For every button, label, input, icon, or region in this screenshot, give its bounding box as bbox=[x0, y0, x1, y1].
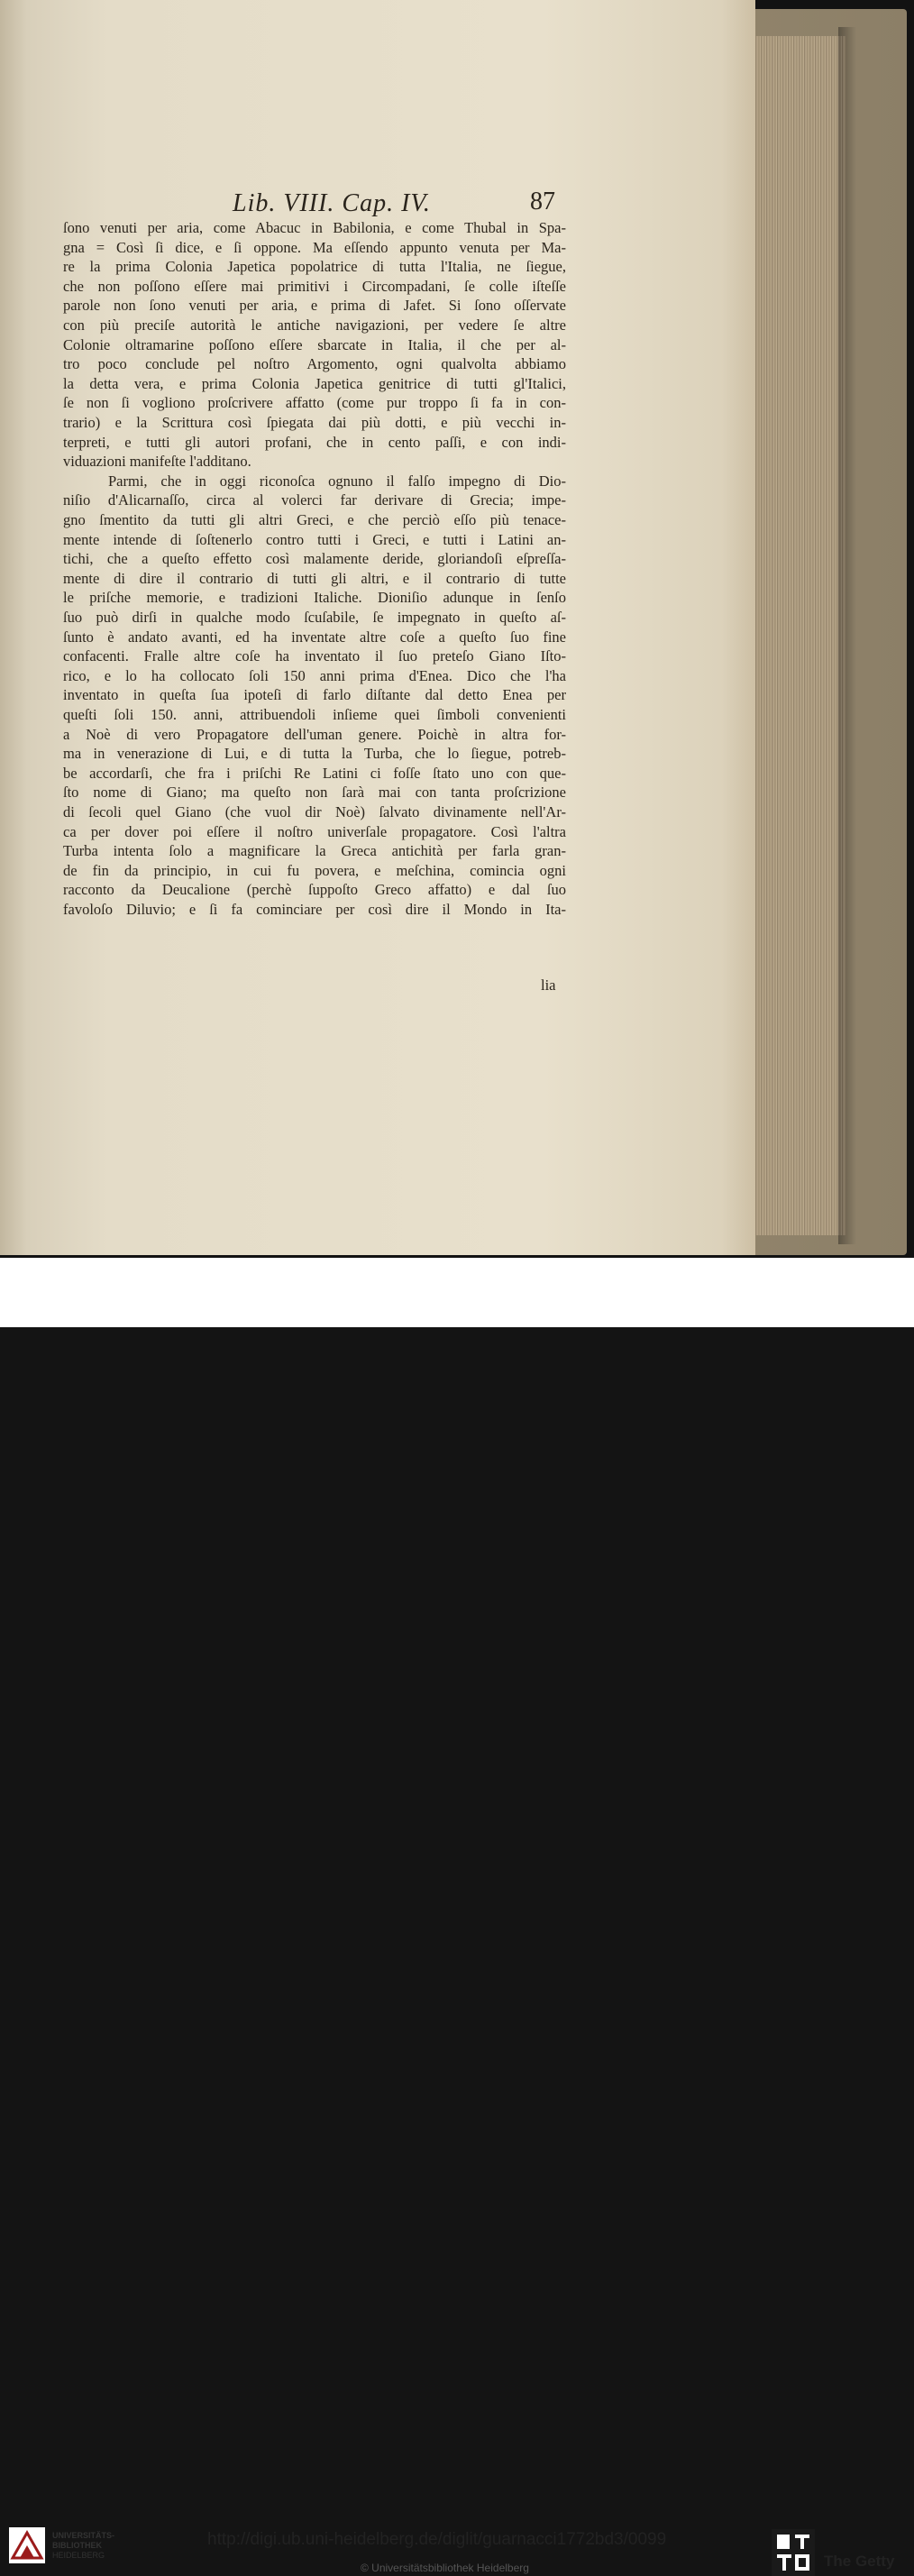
getty-logo-icon[interactable] bbox=[772, 2529, 815, 2576]
text-line: con più preciſe autorità le antiche navigazioni, per vedere ſe altre bbox=[63, 316, 566, 334]
text-line: tro poco concludе pel noſtro Argomento, ogni qualvolta abbiamo bbox=[63, 355, 566, 373]
university-library-logo-icon[interactable] bbox=[9, 2527, 45, 2563]
page-number: 87 bbox=[530, 188, 555, 215]
text-line: trario) e la Scrittura così ſpiegata dai più dotti, e più vecchi in- bbox=[63, 414, 566, 431]
book-page bbox=[0, 0, 755, 1255]
text-line: le priſche memorie, e tradizioni Italiche. Dioniſio adunque in ſenſo bbox=[63, 589, 566, 607]
text-line: tichi, che a queſto effetto così malamente deride, gloriandoſi eſpreſſa- bbox=[63, 550, 566, 568]
catchword: lia bbox=[541, 976, 556, 994]
page-scan bbox=[0, 0, 914, 1258]
viewer-footer bbox=[0, 1258, 914, 2574]
text-line: mente intende di ſoſtenerlo contro tutti i Greci, e tutti i Latini an- bbox=[63, 530, 566, 548]
text-line: di ſecoli quel Giano (che vuol dir Noè) ſalvato divinamente nell'Ar- bbox=[63, 803, 566, 820]
text-line: favoloſo Diluvio; e ſi fa cominciare per così dire il Mondo in Ita- bbox=[63, 901, 566, 918]
text-line: rico, e lo ha collocato ſoli 150 anni prima d'Enea. Dico che l'ha bbox=[63, 666, 566, 684]
text-line: Colonie oltramarine poſſono eſſere sbarcate in Italia, il che per al- bbox=[63, 335, 566, 353]
text-line: viduazioni manifeſte l'additano. bbox=[63, 453, 251, 471]
text-line: mente di dire il contrario di tutti gli altri, e il contrario di tutte bbox=[63, 569, 566, 587]
text-line: che non poſſono eſſere mai primitivi i Circompadani, ſe colle iſteſſe bbox=[63, 277, 566, 295]
text-line: a Noè di vero Propagatore dell'uman genere. Poichè in altra for- bbox=[63, 725, 566, 743]
text-line: inventato in queſta ſua ipoteſi di farlo diſtante dal detto Enea per bbox=[63, 686, 566, 704]
text-line: Turba intenta ſolo a magnificare la Greca antichità per farla gran- bbox=[63, 842, 566, 860]
text-line: gno ſmentito da tutti gli altri Greci, e che perciò eſſo più tenace- bbox=[63, 511, 566, 528]
text-line: be accordarſi, che fra i priſchi Re Latini ci foſſe ſtato uno con que- bbox=[63, 764, 566, 782]
running-head: Lib. VIII. Cap. IV. bbox=[233, 189, 431, 217]
text-line: ſto nome di Giano; ma queſto non ſarà mai con tanta proſcrizione bbox=[63, 784, 566, 802]
text-line: confacenti. Fralle altre coſe ha inventato il ſuo preteſo Giano Iſto- bbox=[63, 647, 566, 665]
fore-edge-shadow bbox=[838, 27, 856, 1244]
text-line: racconto da Deucalione (perchè ſuppoſto Greco affatto) e dal ſuo bbox=[63, 881, 566, 899]
text-line: ſunto è andato avanti, ed ha inventate altre coſe a queſto ſuo fine bbox=[63, 628, 566, 646]
text-line: Parmi, che in oggi riconoſca ognuno il falſo impegno di Dio- bbox=[108, 472, 566, 490]
permalink-url[interactable]: http://digi.ub.uni-heidelberg.de/diglit/guarnacci1772bd3/0099 bbox=[207, 2530, 667, 2549]
library-name-line-2: BIBLIOTHEK bbox=[52, 2541, 102, 2550]
copyright-notice: © Universitätsbibliothek Heidelberg bbox=[361, 2562, 529, 2574]
text-line: ca per dover poi eſſere il noſtro univerſale propagatore. Così l'altra bbox=[63, 822, 566, 840]
partner-name: The Getty bbox=[824, 2553, 895, 2570]
book-fore-edge bbox=[755, 36, 845, 1235]
text-line: ſono venuti per aria, come Abacuc in Babilonia, e come Thubal in Spa- bbox=[63, 219, 566, 236]
text-line: ma in venerazione di Lui, e di tutta la Turba, che lo ſiegue, potreb- bbox=[63, 745, 566, 763]
text-line: terpreti, e tutti gli autori profani, che in cento paſſi, e con indi- bbox=[63, 433, 566, 451]
text-line: ſe non ſi vogliono proſcrivere affatto (come pur troppo ſi fa in con- bbox=[63, 394, 566, 412]
library-name-line-1: UNIVERSITÄTS- bbox=[52, 2531, 115, 2540]
library-name bbox=[52, 2531, 114, 2561]
text-line: queſti ſoli 150. anni, attribuendoli inſieme quei ſimboli convenienti bbox=[63, 706, 566, 723]
text-line: ſuo può dirſi in qualche modo ſcuſabile, ſe impegnato in queſto aſ- bbox=[63, 609, 566, 626]
text-line: gna = Così ſi dice, e ſi oppone. Ma eſſendo appunto venuta per Ma- bbox=[63, 238, 566, 256]
text-line: re la prima Colonia Japetica popolatrice di tutta l'Italia, ne ſiegue, bbox=[63, 258, 566, 276]
text-line: niſio d'Alicarnaſſo, circa al volerci far derivare di Grecia; impe- bbox=[63, 491, 566, 509]
text-line: de fin da principio, in cui fu povera, e meſchina, comincia ogni bbox=[63, 861, 566, 879]
text-line: la detta vera, e prima Colonia Japetica genitrice di tutti gl'Italici, bbox=[63, 374, 566, 392]
library-name-line-3: HEIDELBERG bbox=[52, 2551, 105, 2560]
text-line: parole non ſono venuti per aria, e prima di Jafet. Si ſono oſſervate bbox=[63, 297, 566, 315]
